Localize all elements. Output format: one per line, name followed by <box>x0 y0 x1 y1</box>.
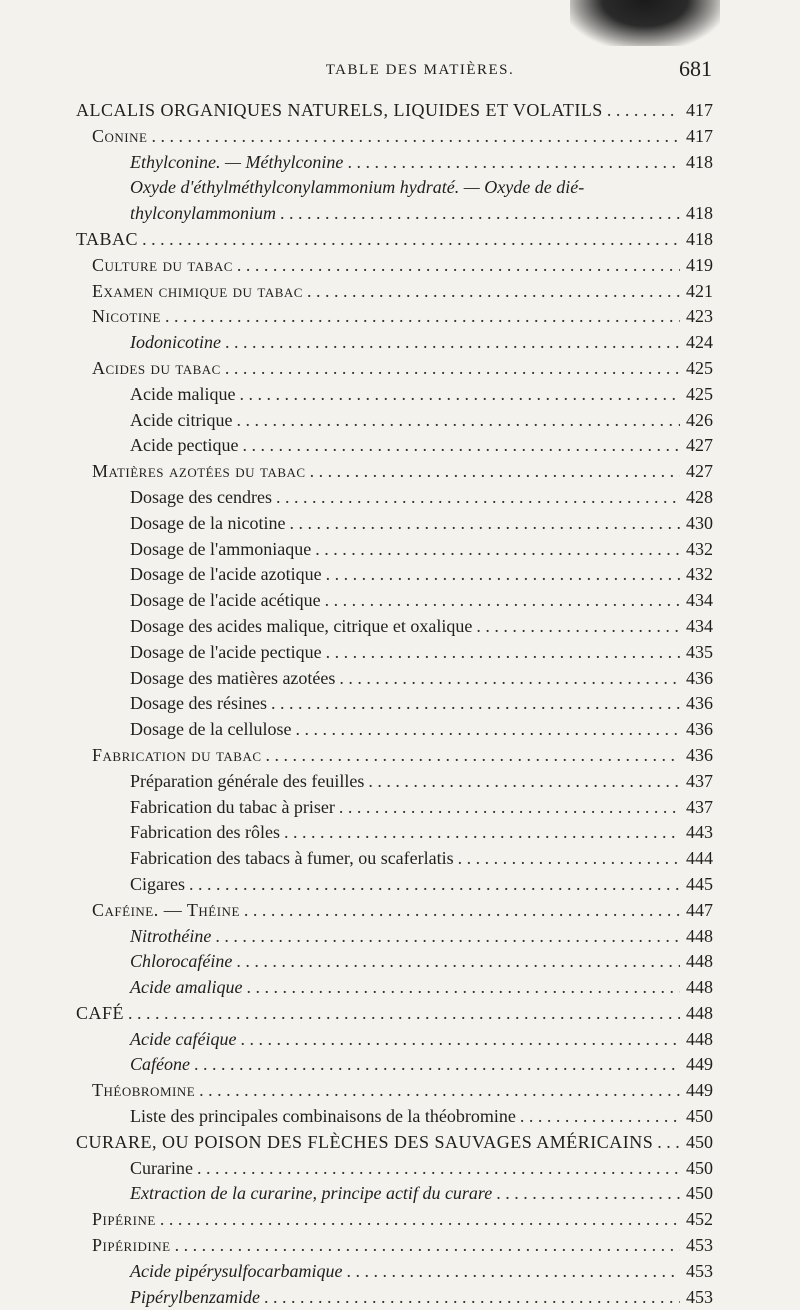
toc-entry <box>76 795 722 821</box>
toc-entry <box>76 304 722 330</box>
toc-entry-page: 430 <box>686 512 713 533</box>
toc-entry-title: Conine <box>92 125 148 146</box>
toc-entry-page: 427 <box>686 435 713 456</box>
toc-entry-page: 449 <box>686 1080 713 1101</box>
dot-leader <box>339 666 680 692</box>
toc-entry <box>76 1078 722 1104</box>
dot-leader <box>236 408 680 434</box>
toc-entry-page: 432 <box>686 538 713 559</box>
toc-entry <box>76 1181 722 1207</box>
dot-leader <box>276 485 680 511</box>
toc-entry-title: Matières azotées du tabac <box>92 461 306 482</box>
dot-leader <box>175 1233 680 1259</box>
toc-entry <box>76 949 722 975</box>
toc-entry-page: 450 <box>686 1183 713 1204</box>
toc-entry <box>76 1001 722 1027</box>
toc-entry <box>76 124 722 150</box>
toc-entry-page: 444 <box>686 848 713 869</box>
toc-entry-page: 432 <box>686 564 713 585</box>
toc-entry-title: Théobromine <box>92 1080 196 1101</box>
dot-leader <box>307 279 680 305</box>
dot-leader <box>142 227 680 253</box>
toc-entry-title: Dosage de l'acide azotique <box>130 564 322 585</box>
dot-leader <box>271 691 680 717</box>
toc-entry-page: 424 <box>686 332 713 353</box>
toc-entry-title: Dosage des cendres <box>130 486 272 507</box>
toc-entry-page: 434 <box>686 590 713 611</box>
dot-leader <box>280 201 680 227</box>
toc-entry-title: Curarine <box>130 1157 193 1178</box>
dot-leader <box>657 1130 680 1156</box>
toc-entry-title: Acide pipérysulfocarbamique <box>130 1260 343 1281</box>
toc-entry-page: 448 <box>686 925 713 946</box>
toc-entry-title: Préparation générale des feuilles <box>130 770 365 791</box>
toc-entry-page: 436 <box>686 693 713 714</box>
toc-entry <box>76 1130 722 1156</box>
toc-entry-page: 448 <box>686 1028 713 1049</box>
toc-entry-title: ALCALIS ORGANIQUES NATURELS, LIQUIDES ET VOLATILS <box>76 100 603 120</box>
toc-entry-title: Acide citrique <box>130 409 233 430</box>
toc-entry-page: 436 <box>686 744 713 765</box>
toc-entry-page: 419 <box>686 254 713 275</box>
dot-leader <box>266 743 680 769</box>
ink-blot <box>570 0 720 46</box>
toc-entry-page: 449 <box>686 1054 713 1075</box>
toc-entry <box>76 201 722 227</box>
toc-entry-page: 421 <box>686 280 713 301</box>
dot-leader <box>151 124 680 150</box>
toc-entry-title: Culture du tabac <box>92 254 233 275</box>
dot-leader <box>160 1207 680 1233</box>
toc-entry-page: 448 <box>686 977 713 998</box>
toc-entry <box>76 1156 722 1182</box>
toc-entry <box>76 330 722 356</box>
dot-leader <box>346 1259 680 1285</box>
toc-entry-title: Dosage de l'acide pectique <box>130 641 322 662</box>
toc-entry <box>76 150 722 176</box>
toc-entry <box>76 924 722 950</box>
toc-entry <box>76 253 722 279</box>
toc-entry <box>76 562 722 588</box>
table-of-contents <box>76 98 722 1310</box>
toc-entry <box>76 98 722 124</box>
dot-leader <box>347 150 680 176</box>
toc-entry-page: 448 <box>686 951 713 972</box>
toc-entry-title: Extraction de la curarine, principe actif du curare <box>130 1183 493 1204</box>
toc-entry-title: thylconylammonium <box>130 203 276 224</box>
toc-entry-page: 443 <box>686 822 713 843</box>
toc-entry <box>76 175 722 201</box>
toc-entry <box>76 279 722 305</box>
dot-leader <box>240 1027 680 1053</box>
toc-entry-page: 448 <box>686 1002 713 1023</box>
dot-leader <box>284 820 680 846</box>
dot-leader <box>264 1285 680 1310</box>
toc-entry <box>76 382 722 408</box>
toc-entry-title: Examen chimique du tabac <box>92 280 303 301</box>
toc-entry <box>76 1259 722 1285</box>
toc-entry-page: 450 <box>686 1131 713 1152</box>
toc-entry <box>76 433 722 459</box>
toc-entry <box>76 846 722 872</box>
dot-leader <box>194 1052 680 1078</box>
dot-leader <box>339 795 680 821</box>
toc-entry-title: Acide amalique <box>130 977 243 998</box>
toc-entry-title: Fabrication des tabacs à fumer, ou scaferlatis <box>130 848 454 869</box>
toc-entry <box>76 666 722 692</box>
toc-entry-page: 436 <box>686 667 713 688</box>
toc-entry-page: 453 <box>686 1286 713 1307</box>
toc-entry <box>76 485 722 511</box>
toc-entry-title: Caféone <box>130 1054 190 1075</box>
toc-entry-page: 426 <box>686 409 713 430</box>
toc-entry-page: 453 <box>686 1260 713 1281</box>
dot-leader <box>215 924 680 950</box>
dot-leader <box>197 1156 680 1182</box>
toc-entry <box>76 356 722 382</box>
toc-entry-page: 450 <box>686 1106 713 1127</box>
toc-entry-title: Chlorocaféine <box>130 951 233 972</box>
toc-entry-page: 417 <box>686 125 713 146</box>
toc-entry-title: Iodonicotine <box>130 332 221 353</box>
toc-entry-title: Nitrothéine <box>130 925 212 946</box>
toc-entry-page: 437 <box>686 796 713 817</box>
toc-entry <box>76 743 722 769</box>
dot-leader <box>607 98 680 124</box>
toc-entry-title: Ethylconine. — Méthylconine <box>130 151 344 172</box>
dot-leader <box>244 898 680 924</box>
toc-entry-title: Pipéridine <box>92 1235 171 1256</box>
dot-leader <box>239 382 680 408</box>
page-number: 681 <box>679 56 712 81</box>
dot-leader <box>325 588 680 614</box>
running-title: TABLE DES MATIÈRES. <box>325 62 515 78</box>
toc-entry-page: 418 <box>686 203 713 224</box>
toc-entry-title: Dosage de la nicotine <box>130 512 286 533</box>
dot-leader <box>326 562 680 588</box>
toc-entry <box>76 1207 722 1233</box>
toc-entry <box>76 511 722 537</box>
toc-entry <box>76 1027 722 1053</box>
dot-leader <box>520 1104 680 1130</box>
toc-entry-title: Nicotine <box>92 306 161 327</box>
dot-leader <box>295 717 680 743</box>
dot-leader <box>476 614 680 640</box>
toc-entry-title: Fabrication des rôles <box>130 822 280 843</box>
toc-entry <box>76 820 722 846</box>
toc-entry-title: Pipérylbenzamide <box>130 1286 260 1307</box>
toc-entry-title: Caféine. — Théine <box>92 899 240 920</box>
toc-entry-page: 452 <box>686 1209 713 1230</box>
toc-entry-page: 425 <box>686 357 713 378</box>
dot-leader <box>225 330 680 356</box>
toc-entry-page: 417 <box>686 100 713 120</box>
toc-entry-title: TABAC <box>76 228 139 249</box>
toc-entry-page: 423 <box>686 306 713 327</box>
toc-entry <box>76 227 722 253</box>
toc-entry <box>76 691 722 717</box>
toc-entry <box>76 872 722 898</box>
toc-entry-page: 436 <box>686 719 713 740</box>
toc-entry-title: Dosage de la cellulose <box>130 719 292 740</box>
toc-entry-title: Fabrication du tabac à priser <box>130 796 335 817</box>
dot-leader <box>236 949 680 975</box>
toc-entry-page: 425 <box>686 383 713 404</box>
toc-entry <box>76 975 722 1001</box>
dot-leader <box>199 1078 680 1104</box>
toc-entry <box>76 1052 722 1078</box>
toc-entry-page: 418 <box>686 151 713 172</box>
toc-entry-page: 450 <box>686 1157 713 1178</box>
toc-entry-page: 434 <box>686 615 713 636</box>
toc-entry-title: Dosage des matières azotées <box>130 667 336 688</box>
dot-leader <box>289 511 680 537</box>
dot-leader <box>128 1001 680 1027</box>
toc-entry-title: Pipérine <box>92 1209 156 1230</box>
toc-entry-title: Acide caféique <box>130 1028 237 1049</box>
toc-entry <box>76 717 722 743</box>
toc-entry <box>76 1285 722 1310</box>
toc-entry-title: Fabrication du tabac <box>92 744 262 765</box>
toc-entry-title: Dosage des résines <box>130 693 267 714</box>
toc-entry-title: Acide malique <box>130 383 236 404</box>
toc-entry-title: Cigares <box>130 873 185 894</box>
toc-entry <box>76 640 722 666</box>
toc-entry <box>76 1233 722 1259</box>
toc-entry-page: 453 <box>686 1235 713 1256</box>
dot-leader <box>237 253 680 279</box>
toc-entry <box>76 408 722 434</box>
toc-entry-page: 418 <box>686 228 713 249</box>
dot-leader <box>315 537 680 563</box>
dot-leader <box>496 1181 680 1207</box>
toc-entry <box>76 459 722 485</box>
toc-entry-title: CURARE, OU POISON DES FLÈCHES DES SAUVAGES AMÉRICAINS <box>76 1131 654 1152</box>
toc-entry <box>76 1104 722 1130</box>
page-header <box>0 56 800 86</box>
toc-entry-page: 447 <box>686 899 713 920</box>
toc-entry <box>76 769 722 795</box>
toc-entry-page: 437 <box>686 770 713 791</box>
dot-leader <box>310 459 680 485</box>
toc-entry-page: 427 <box>686 461 713 482</box>
dot-leader <box>242 433 680 459</box>
toc-entry-title: Liste des principales combinaisons de la théobromine <box>130 1106 516 1127</box>
toc-entry-title: CAFÉ <box>76 1002 125 1023</box>
toc-entry-page: 445 <box>686 873 713 894</box>
dot-leader <box>246 975 680 1001</box>
dot-leader <box>165 304 680 330</box>
toc-entry <box>76 898 722 924</box>
toc-entry-title: Dosage de l'acide acétique <box>130 590 321 611</box>
toc-entry <box>76 614 722 640</box>
dot-leader <box>225 356 680 382</box>
dot-leader <box>368 769 680 795</box>
toc-entry-title: Oxyde d'éthylméthylconylammonium hydraté. — Oxyde de dié- <box>130 177 585 198</box>
toc-entry-page: 428 <box>686 486 713 507</box>
toc-entry <box>76 588 722 614</box>
toc-entry-page: 435 <box>686 641 713 662</box>
dot-leader <box>326 640 680 666</box>
dot-leader <box>458 846 680 872</box>
toc-entry-title: Dosage des acides malique, citrique et oxalique <box>130 615 473 636</box>
toc-entry-title: Acides du tabac <box>92 357 221 378</box>
toc-entry-title: Dosage de l'ammoniaque <box>130 538 312 559</box>
toc-entry-title: Acide pectique <box>130 435 239 456</box>
toc-entry <box>76 537 722 563</box>
dot-leader <box>189 872 680 898</box>
